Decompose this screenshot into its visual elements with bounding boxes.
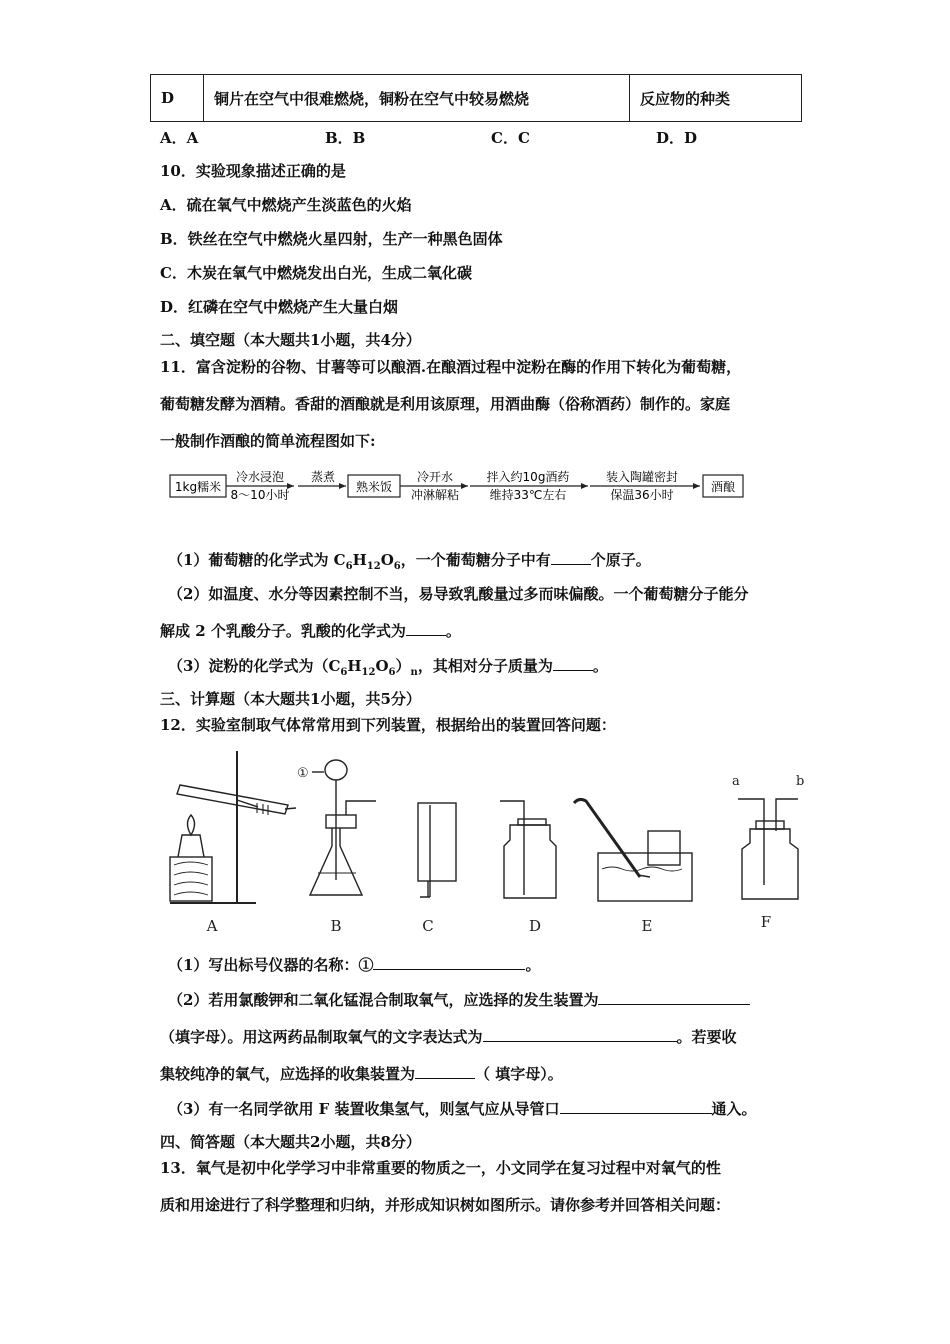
apparatus-c — [418, 803, 456, 935]
q11-p2-text-a: 解成 2 个乳酸分子。乳酸的化学式为 — [160, 622, 406, 640]
label-b: B — [330, 917, 342, 935]
q12-p3-text-a: （3）有一名同学欲用 F 装置收集氢气，则氢气应从导管口 — [168, 1100, 560, 1118]
answer-table — [150, 74, 802, 122]
flow-arrowhead-5 — [693, 483, 700, 489]
brewing-flowchart — [168, 466, 768, 506]
q11-p1-answer-blank[interactable] — [551, 549, 591, 565]
q12-p2-text-e: （ 填字母）。 — [475, 1065, 563, 1083]
q11-p1-sub-1: 6 — [345, 561, 353, 572]
q12-p3-answer-blank[interactable] — [560, 1098, 712, 1114]
flow-step-1-bottom: 8～10小时 — [230, 488, 290, 502]
q12-part-2-line-1 — [168, 989, 750, 1010]
q11-p3-text-d: ） — [395, 657, 411, 675]
port-a-label: a — [732, 774, 740, 789]
q11-part-3 — [168, 655, 608, 678]
q12-p2-collect-blank[interactable] — [415, 1063, 475, 1079]
flow-box-rice-label: 1kg糯米 — [174, 480, 222, 494]
q11-p1-sub-3: 6 — [393, 561, 401, 572]
q12-stem: 12．实验室制取气体常常用到下列装置，根据给出的装置回答问题： — [160, 716, 616, 734]
q12-p2-device-blank[interactable] — [598, 989, 750, 1005]
q13-line-1: 13．氧气是初中化学学习中非常重要的物质之一，小文同学在复习过程中对氧气的性 — [160, 1159, 721, 1177]
label-a: A — [206, 917, 218, 935]
table-row — [151, 75, 802, 122]
q11-p3-text-e: ，其相对分子质量为 — [417, 657, 553, 675]
q10-option-c: C．木炭在氧气中燃烧发出白光，生成二氧化碳 — [160, 264, 472, 282]
q11-p1-sub-2: 12 — [366, 561, 381, 572]
label-c: C — [422, 917, 434, 935]
q10-option-d: D．红磷在空气中燃烧产生大量白烟 — [160, 298, 399, 316]
q11-p3-text-f: 。 — [592, 657, 608, 675]
q11-line-3: 一般制作酒酿的简单流程图如下: — [160, 432, 376, 450]
flow-step-2-top: 蒸煮 — [310, 470, 336, 484]
q11-p3-text-b: H — [347, 657, 362, 675]
q11-line-1: 11．富含淀粉的谷物、甘薯等可以酿酒.在酿酒过程中淀粉在酶的作用下转化为葡萄糖， — [160, 358, 742, 376]
q13-line-2: 质和用途进行了科学整理和归纳，并形成知识树如图所示。请你参考并回答相关问题： — [160, 1196, 731, 1214]
apparatus-f — [732, 774, 804, 931]
flow-arrowhead-4 — [581, 483, 588, 489]
flow-step-5-bottom: 保温36小时 — [610, 488, 674, 502]
q11-part-2-line-2 — [160, 620, 461, 641]
q12-p2-text-b: （填字母）。用这两药品制取氧气的文字表达式为 — [160, 1028, 483, 1046]
q9-option-b: B．B — [325, 129, 366, 147]
q12-p2-equation-blank[interactable] — [483, 1026, 677, 1042]
q12-p1-answer-blank[interactable] — [373, 954, 525, 970]
q11-p3-answer-blank[interactable] — [553, 655, 593, 671]
q12-p1-text-a: （1）写出标号仪器的名称：① — [168, 956, 374, 974]
q12-p2-text-d: 集较纯净的氧气，应选择的收集装置为 — [160, 1065, 416, 1083]
port-b-label: b — [796, 774, 805, 789]
q11-p3-text-a: （3）淀粉的化学式为（C — [168, 657, 341, 675]
q11-p1-text-a: （1）葡萄糖的化学式为 C — [168, 551, 346, 569]
q10-stem: 10．实验现象描述正确的是 — [160, 162, 346, 180]
section-3-heading: 三、计算题（本大题共1小题，共5分） — [160, 690, 421, 708]
section-2-heading: 二、填空题（本大题共1小题，共4分） — [160, 331, 421, 349]
q11-part-1 — [168, 549, 651, 572]
q9-option-c: C．C — [491, 129, 530, 147]
label-f: F — [760, 913, 772, 931]
label-d: D — [528, 917, 542, 935]
q11-p3-text-c: O — [375, 657, 389, 675]
q12-part-3 — [168, 1098, 757, 1119]
flow-arrowhead-3 — [461, 483, 468, 489]
apparatus-e — [574, 799, 692, 935]
q9-option-d: D．D — [656, 129, 698, 147]
flow-step-3-bottom: 冲淋解粘 — [410, 488, 460, 502]
q12-p2-text-a: （2）若用氯酸钾和二氧化锰混合制取氧气，应选择的发生装置为 — [168, 991, 599, 1009]
q11-p1-text-e: 个原子。 — [590, 551, 651, 569]
q12-part-1 — [168, 954, 540, 975]
q11-p3-sub-1: 6 — [340, 667, 348, 678]
q11-line-2: 葡萄糖发酵为酒精。香甜的酒酿就是利用该原理，用酒曲酶（俗称酒药）制作的。家庭 — [160, 395, 731, 413]
flow-step-5-top: 装入陶罐密封 — [605, 470, 679, 484]
flow-box-product-label: 酒酿 — [710, 480, 736, 494]
q11-p1-text-b: H — [352, 551, 367, 569]
lab-apparatus-figure — [160, 745, 820, 940]
q11-part-2-line-1: （2）如温度、水分等因素控制不当，易导致乳酸量过多而味偏酸。一个葡萄糖分子能分 — [168, 585, 749, 603]
label-mark-1: ① — [297, 766, 309, 781]
q12-part-2-line-2 — [160, 1026, 737, 1047]
q11-p3-sub-2: 12 — [361, 667, 376, 678]
flow-step-4-top: 拌入约10g酒药 — [486, 470, 570, 484]
q11-p2-text-b: 。 — [445, 622, 461, 640]
label-e: E — [641, 917, 653, 935]
section-4-heading: 四、简答题（本大题共2小题，共8分） — [160, 1133, 421, 1151]
flow-box-cooked-rice-label: 熟米饭 — [355, 480, 393, 494]
flow-step-3-top: 冷开水 — [416, 470, 454, 484]
q11-p1-text-d: ，一个葡萄糖分子中有 — [400, 551, 551, 569]
table-cell-factor: 反应物的种类 — [630, 75, 802, 122]
table-cell-phenomenon: 铜片在空气中很难燃烧，铜粉在空气中较易燃烧 — [204, 75, 630, 122]
q12-p3-text-b: 通入。 — [711, 1100, 757, 1118]
flow-arrowhead-2 — [339, 483, 346, 489]
flow-step-1-top: 冷水浸泡 — [235, 470, 285, 484]
q11-p3-sub-4: n — [410, 667, 418, 678]
q11-p3-sub-3: 6 — [388, 667, 396, 678]
q11-p1-text-c: O — [380, 551, 394, 569]
apparatus-b — [297, 760, 376, 935]
q10-option-a: A．硫在氧气中燃烧产生淡蓝色的火焰 — [160, 196, 412, 214]
apparatus-a — [170, 751, 296, 935]
q12-p1-text-b: 。 — [525, 956, 541, 974]
table-cell-option: D — [151, 75, 204, 122]
q12-part-2-line-3 — [160, 1063, 563, 1084]
apparatus-d — [500, 801, 556, 935]
q9-option-a: A．A — [160, 129, 199, 147]
q12-p2-text-c: 。若要收 — [676, 1028, 737, 1046]
q10-option-b: B．铁丝在空气中燃烧火星四射，生产一种黑色固体 — [160, 230, 503, 248]
flow-step-4-bottom: 维持33℃左右 — [489, 488, 567, 502]
q11-p2-answer-blank[interactable] — [406, 620, 446, 636]
